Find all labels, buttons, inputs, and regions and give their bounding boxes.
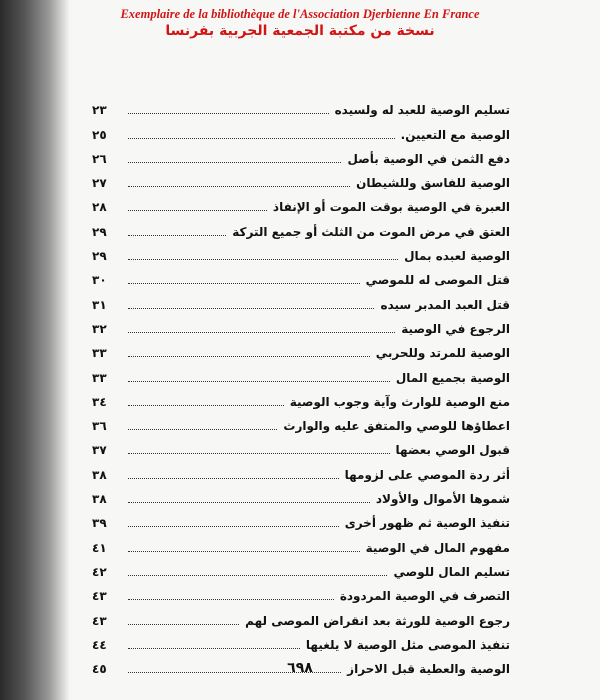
toc-entry — [92, 483, 510, 507]
toc-entry-page: ٣٦ — [92, 419, 107, 434]
toc-entry — [92, 410, 510, 434]
toc-entry-page: ٣٢ — [92, 321, 107, 336]
toc-entry-page: ٣١ — [92, 297, 107, 312]
toc-entry — [92, 386, 510, 410]
stamp-latin-text: Exemplaire de la bibliothèque de l'Association Djerbienne En France — [120, 7, 480, 21]
dot-leader — [128, 308, 374, 309]
toc-entry-title: الوصية والعطية قبل الاحراز — [347, 662, 510, 677]
toc-entry-page: ٤٣ — [92, 613, 107, 628]
toc-entry — [92, 580, 510, 604]
toc-entry-page: ٢٦ — [92, 151, 107, 166]
toc-entry-page: ٢٥ — [92, 127, 107, 142]
toc-entry-title: الوصية للفاسق وللشيطان — [356, 176, 510, 191]
dot-leader — [128, 138, 395, 139]
toc-entry-title: الوصية بجميع المال — [395, 370, 510, 385]
toc-entry-title: شموها الأموال والأولاد — [375, 492, 510, 507]
toc-entry-title: العتق في مرض الموت من الثلث أو جميع التركة — [232, 224, 510, 239]
toc-entry — [92, 434, 510, 458]
toc-entry — [92, 313, 510, 337]
dot-leader — [128, 648, 300, 649]
toc-entry — [92, 604, 510, 628]
table-of-contents — [92, 94, 510, 677]
dot-leader — [128, 599, 334, 600]
toc-entry — [92, 531, 510, 555]
toc-entry — [92, 143, 510, 167]
toc-entry-page: ٣٣ — [92, 370, 107, 385]
toc-entry-title: قتل العبد المدبر سيده — [380, 297, 510, 312]
toc-entry-title: التصرف في الوصية المردودة — [339, 589, 510, 604]
toc-entry — [92, 458, 510, 482]
toc-entry-page: ٣٨ — [92, 467, 107, 482]
toc-entry-title: تسليم المال للوصي — [393, 564, 510, 579]
toc-entry-title: الوصية لعبده بمال — [404, 249, 510, 264]
dot-leader — [128, 210, 267, 211]
toc-entry-title: تسليم الوصية للعبد له ولسيده — [334, 103, 510, 118]
toc-entry-page: ٢٩ — [92, 224, 107, 239]
toc-entry-page: ٣٠ — [92, 273, 107, 288]
dot-leader — [128, 405, 284, 406]
toc-entry-page: ٢٣ — [92, 103, 107, 118]
toc-entry-title: الرجوع في الوصية — [401, 321, 510, 336]
toc-entry-page: ٣٣ — [92, 346, 107, 361]
page-number: ٦٩٨ — [287, 660, 313, 676]
toc-entry — [92, 361, 510, 385]
toc-entry-page: ٣٩ — [92, 516, 107, 531]
toc-entry-title: تنفيذ الوصية ثم ظهور أخرى — [344, 516, 510, 531]
toc-entry-page: ٣٨ — [92, 492, 107, 507]
dot-leader — [128, 186, 350, 187]
toc-entry-title: رجوع الوصية للورثة بعد انقراض الموصى لهم — [245, 613, 510, 628]
toc-entry-title: منع الوصية للوارث وآية وجوب الوصية — [289, 394, 510, 409]
dot-leader — [128, 235, 226, 236]
toc-entry-title: الوصية مع التعيين. — [400, 127, 510, 142]
toc-entry — [92, 288, 510, 312]
toc-entry-title: دفع الثمن في الوصية بأصل — [347, 151, 510, 166]
toc-entry — [92, 118, 510, 142]
toc-entry-page: ٢٩ — [92, 249, 107, 264]
toc-entry — [92, 264, 510, 288]
toc-entry-page: ٤٥ — [92, 662, 107, 677]
toc-entry-title: أثر ردة الموصي على لزومها — [344, 467, 510, 482]
toc-entry — [92, 215, 510, 239]
dot-leader — [128, 429, 277, 430]
dot-leader — [128, 624, 239, 625]
dot-leader — [128, 575, 387, 576]
toc-entry-title: تنفيذ الموصى مثل الوصية لا يلغيها — [305, 637, 510, 652]
toc-entry — [92, 94, 510, 118]
dot-leader — [128, 453, 390, 454]
toc-entry-page: ٣٤ — [92, 394, 107, 409]
stamp-arabic-text: نسخة من مكتبة الجمعية الجربية بفرنسا — [165, 23, 435, 39]
dot-leader — [128, 283, 360, 284]
dot-leader — [128, 381, 390, 382]
toc-entry — [92, 167, 510, 191]
toc-entry-title: قتل الموصى له للموصي — [365, 273, 510, 288]
toc-entry — [92, 337, 510, 361]
dot-leader — [128, 551, 360, 552]
toc-entry-page: ٣٧ — [92, 443, 107, 458]
toc-entry — [92, 240, 510, 264]
toc-entry — [92, 629, 510, 653]
toc-entry — [92, 191, 510, 215]
dot-leader — [128, 356, 370, 357]
toc-entry-title: قبول الوصي بعضها — [395, 443, 510, 458]
toc-entry — [92, 507, 510, 531]
toc-entry-page: ٢٧ — [92, 176, 107, 191]
toc-entry-title: اعطاؤها للوصي والمتفق عليه والوارث — [283, 419, 510, 434]
dot-leader — [128, 478, 339, 479]
dot-leader — [128, 332, 395, 333]
toc-entry-page: ٤٢ — [92, 564, 107, 579]
toc-entry-page: ٢٨ — [92, 200, 107, 215]
toc-entry-title: مفهوم المال في الوصية — [365, 540, 510, 555]
library-stamp — [0, 6, 600, 40]
toc-entry — [92, 556, 510, 580]
scan-margin-shadow — [0, 0, 70, 700]
dot-leader — [128, 502, 370, 503]
toc-entry-page: ٤٣ — [92, 589, 107, 604]
toc-entry-page: ٤١ — [92, 540, 107, 555]
dot-leader — [128, 526, 339, 527]
dot-leader — [128, 162, 341, 163]
dot-leader — [128, 259, 398, 260]
dot-leader — [128, 113, 329, 114]
toc-entry-title: الوصية للمرتد وللحربي — [375, 346, 510, 361]
toc-entry-page: ٤٤ — [92, 637, 107, 652]
toc-entry-title: العبرة في الوصية بوقت الموت أو الإنفاذ — [272, 200, 510, 215]
